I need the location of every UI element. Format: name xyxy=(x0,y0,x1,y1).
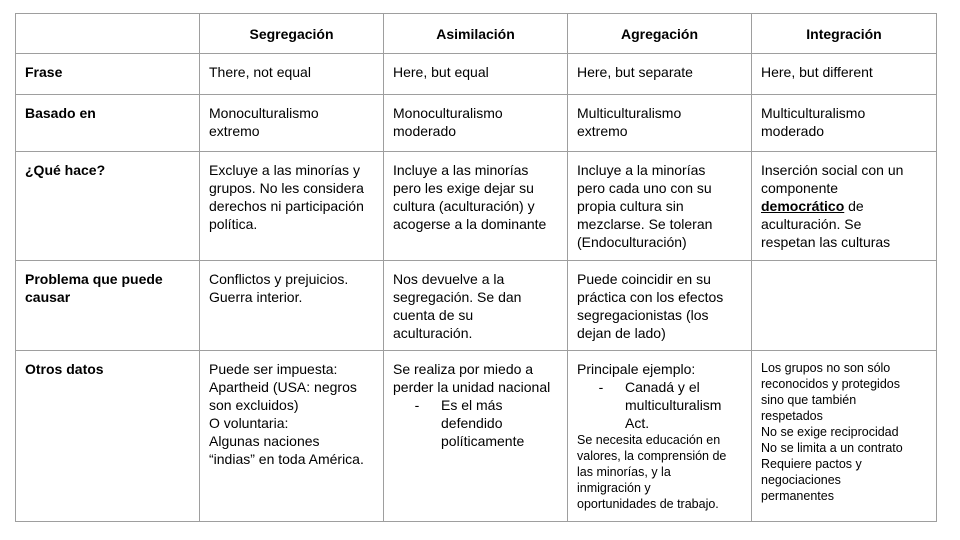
cell-text: Here, but different xyxy=(761,64,873,80)
table-cell xyxy=(752,351,937,522)
bullet-marker: - xyxy=(598,379,604,395)
table-row xyxy=(16,152,937,261)
cell-text: Monoculturalismo moderado xyxy=(393,105,503,139)
row-label: Basado en xyxy=(16,95,200,152)
table-cell xyxy=(568,54,752,95)
table-row xyxy=(16,95,937,152)
table-cell xyxy=(568,261,752,351)
cell-text: Multiculturalismo extremo xyxy=(577,105,682,139)
table-cell xyxy=(752,54,937,95)
cell-text: Here, but equal xyxy=(393,64,489,80)
row-label: ¿Qué hace? xyxy=(16,152,200,261)
bullet-text: Canadá y el multiculturalism Act. xyxy=(625,379,722,431)
table-cell xyxy=(752,152,937,261)
bullet-text: Es el más defendido políticamente xyxy=(441,397,525,449)
row-label: Otros datos xyxy=(16,351,200,522)
table-cell xyxy=(200,351,384,522)
column-header xyxy=(16,14,200,54)
table-cell xyxy=(568,95,752,152)
cell-text: Los grupos no son sólo reconocidos y protegidos sino que también respetados No se exige reciprocidad No se limita a un contrato Requiere pactos y negociaciones permanentes xyxy=(761,361,903,503)
table-cell xyxy=(752,95,937,152)
cell-text: Puede coincidir en su práctica con los efectos segregacionistas (los dejan de lado) xyxy=(577,271,724,341)
table-cell xyxy=(200,54,384,95)
table-cell xyxy=(384,152,568,261)
cell-text: Nos devuelve a la segregación. Se dan cuenta de su aculturación. xyxy=(393,271,522,341)
emphasized-text: democrático xyxy=(761,198,845,214)
column-header: Agregación xyxy=(568,14,752,54)
cell-text: Incluye a las minorías pero les exige dejar su cultura (aculturación) y acogerse a la dominante xyxy=(393,162,547,232)
table-cell xyxy=(200,152,384,261)
table-cell xyxy=(200,261,384,351)
table-cell xyxy=(384,54,568,95)
column-header: Integración xyxy=(752,14,937,54)
table-cell xyxy=(200,95,384,152)
cell-text: Here, but separate xyxy=(577,64,693,80)
comparison-table xyxy=(15,13,937,522)
table-cell xyxy=(568,152,752,261)
table-row xyxy=(16,351,937,522)
table-row xyxy=(16,54,937,95)
bullet-item xyxy=(577,378,742,432)
table-cell xyxy=(568,351,752,522)
bullet-item xyxy=(393,396,558,450)
text-span: Inserción social con un componente xyxy=(761,162,904,196)
cell-text: There, not equal xyxy=(209,64,311,80)
table-cell xyxy=(384,95,568,152)
cell-text: Se necesita educación en valores, la comprensión de las minorías, y la inmigración y oportunidades de trabajo. xyxy=(577,433,727,511)
cell-text: Se realiza por miedo a perder la unidad nacional xyxy=(393,361,551,395)
table-cell xyxy=(384,351,568,522)
row-label: Problema que puede causar xyxy=(16,261,200,351)
text-span: de aculturación. Se respetan las culturas xyxy=(761,198,891,250)
table-row xyxy=(16,261,937,351)
table-cell xyxy=(384,261,568,351)
row-label: Frase xyxy=(16,54,200,95)
table-cell xyxy=(752,261,937,351)
cell-text: Principale ejemplo: xyxy=(577,361,696,377)
cell-text: Excluye a las minorías y grupos. No les considera derechos ni participación política. xyxy=(209,162,364,232)
cell-text: Monoculturalismo extremo xyxy=(209,105,319,139)
cell-text: Conflictos y prejuicios. Guerra interior. xyxy=(209,271,349,305)
header-row xyxy=(16,14,937,54)
bullet-marker: - xyxy=(414,397,420,413)
cell-text: Multiculturalismo moderado xyxy=(761,105,866,139)
cell-text xyxy=(761,161,927,251)
cell-text: Incluye a la minorías pero cada uno con su propia cultura sin mezclarse. Se toleran (Endoculturación) xyxy=(577,162,713,250)
column-header: Asimilación xyxy=(384,14,568,54)
column-header: Segregación xyxy=(200,14,384,54)
cell-text: Puede ser impuesta: Apartheid (USA: negros son excluidos) O voluntaria: Algunas naciones “indias” en toda América. xyxy=(209,361,364,467)
